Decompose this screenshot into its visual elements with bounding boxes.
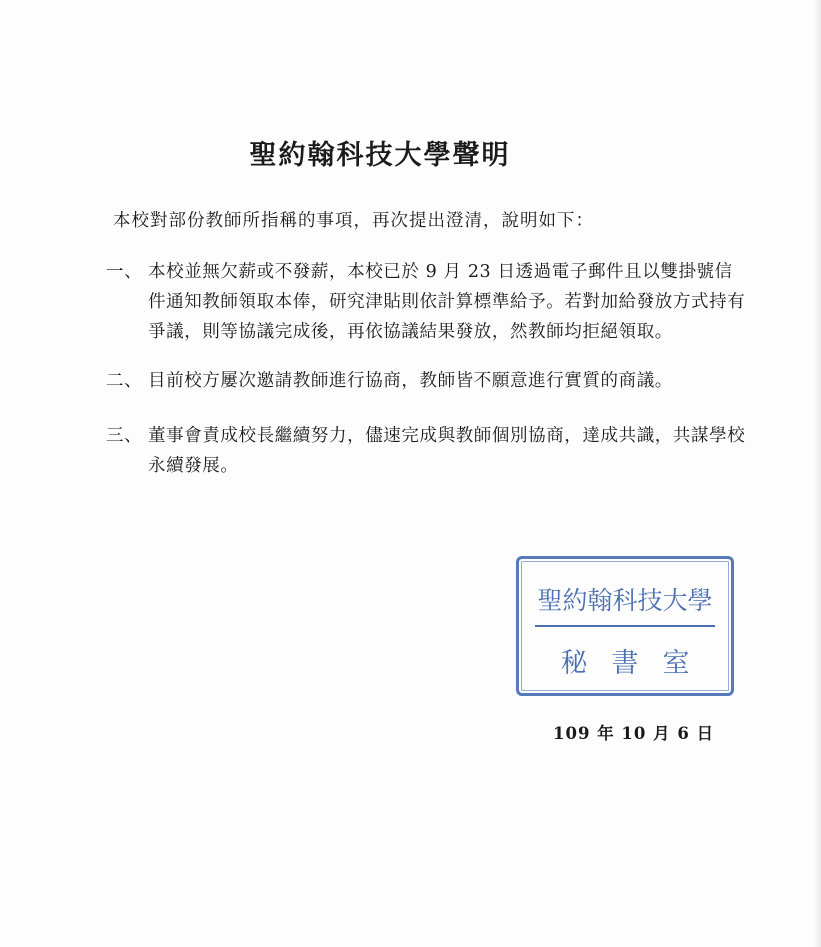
item-number: 二、 <box>106 371 143 391</box>
official-seal-stamp <box>516 556 734 696</box>
list-item <box>106 257 748 347</box>
intro-paragraph: 本校對部份教師所指稱的事項，再次提出澄清，說明如下： <box>113 211 594 231</box>
item-number: 一、 <box>106 262 143 282</box>
list-item <box>106 421 748 481</box>
seal-university-name: 聖約翰科技大學 <box>537 586 713 615</box>
scan-edge-shadow <box>813 0 821 947</box>
list-item <box>106 366 748 396</box>
document-title: 聖約翰科技大學聲明 <box>249 140 511 171</box>
seal-divider <box>535 625 715 627</box>
document-date: 109 年 10 月 6 日 <box>553 724 715 743</box>
item-text: 董事會責成校長繼續努力，儘速完成與教師個別協商，達成共識，共謀學校永續發展。 <box>148 426 746 476</box>
item-number: 三、 <box>106 426 143 446</box>
item-text: 目前校方屢次邀請教師進行協商，教師皆不願意進行實質的商議。 <box>148 371 673 391</box>
item-text: 本校並無欠薪或不發薪，本校已於 9 月 23 日透過電子郵件且以雙掛號信件通知教師領取本俸，研究津貼則依計算標準給予。若對加給發放方式持有爭議，則等協議完成後，再依協議結果發放，然教師均拒絕領取。 <box>148 262 746 342</box>
seal-office-name: 秘書室 <box>560 648 714 679</box>
